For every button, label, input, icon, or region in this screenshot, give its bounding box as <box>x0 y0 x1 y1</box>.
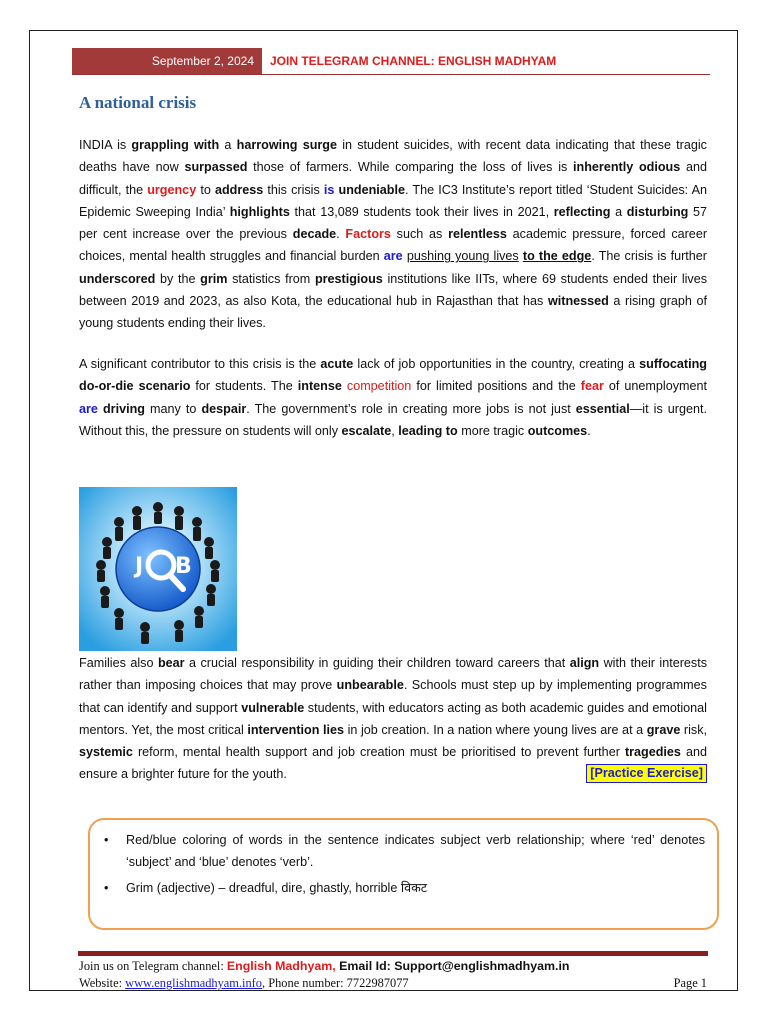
article-title: A national crisis <box>79 93 197 112</box>
header-bar <box>72 48 710 75</box>
note-item <box>90 877 717 899</box>
note-item <box>90 829 717 873</box>
svg-text:J: J <box>135 554 144 579</box>
job-search-icon <box>79 487 237 651</box>
website-link[interactable]: www.englishmadhyam.info <box>125 976 263 990</box>
paragraph-2: A significant contributor to this crisis is the acute lack of job opportunities in the country, creating a suffocating do-or-die scenario for students. The intense competition for limited positions and the fear of unemployment are driving many to despair. The government’s role in creating more jobs is not just essential—it is urgent. Without this, the pressure on students will only escalate, leading to more tragic outcomes. <box>79 357 708 438</box>
svg-text:B: B <box>175 554 192 579</box>
telegram-channel-label: JOIN TELEGRAM CHANNEL: ENGLISH MADHYAM <box>270 54 557 68</box>
notes-box <box>88 818 719 930</box>
footer-line-2: Website: www.englishmadhyam.info, Phone number: 7722987077 Page 1 <box>79 976 707 990</box>
footer-line-1: Join us on Telegram channel: English Madhyam, Email Id: Support@englishmadhyam.in <box>79 959 570 973</box>
paragraph-1: INDIA is grappling with a harrowing surge in student suicides, with recent data indicating that these tragic deaths have now surpassed those of farmers. While comparing the loss of lives is inherently odious and difficult, the urgency to address this crisis is undeniable. The IC3 Institute’s report titled ‘Student Suicides: An Epidemic Sweeping India’ highlights that 13,089 students took their lives in 2021, reflecting a disturbing 57 per cent increase over the previous decade. Factors such as relentless academic pressure, forced career choices, mental health struggles and financial burden are pushing young lives to the edge. The crisis is further underscored by the grim statistics from prestigious institutions like IITs, where 69 students ended their lives between 2019 and 2023, as also Kota, the educational hub in Rajasthan that has witnessed a rising graph of young students ending their lives. <box>79 138 708 331</box>
page-number: Page 1 <box>673 976 707 990</box>
job-search-illustration <box>79 487 237 651</box>
footer-rule <box>78 951 708 956</box>
bullet-icon: • <box>104 833 109 847</box>
header-date: September 2, 2024 <box>72 48 262 74</box>
note-text: Grim (adjective) – dreadful, dire, ghastly, horrible विकट <box>126 881 428 895</box>
bullet-icon: • <box>104 881 109 895</box>
note-text: Red/blue coloring of words in the sentence indicates subject verb relationship; where ‘red’ denotes ‘subject’ and ‘blue’ denotes ‘verb’. <box>126 833 705 869</box>
paragraph-3: Families also bear a crucial responsibility in guiding their children toward careers that align with their interests rather than imposing choices that may prove unbearable. Schools must step up by implementing programmes that can identify and support vulnerable students, with educators acting as both academic guides and emotional mentors. Yet, the most critical intervention lies in job creation. In a nation where young lives are at a grave risk, systemic reform, mental health support and job creation must be prioritised to prevent further tragedies and ensure a brighter future for the youth. [Practice Exercise] <box>79 656 708 782</box>
practice-exercise-link[interactable]: [Practice Exercise] <box>586 764 707 783</box>
